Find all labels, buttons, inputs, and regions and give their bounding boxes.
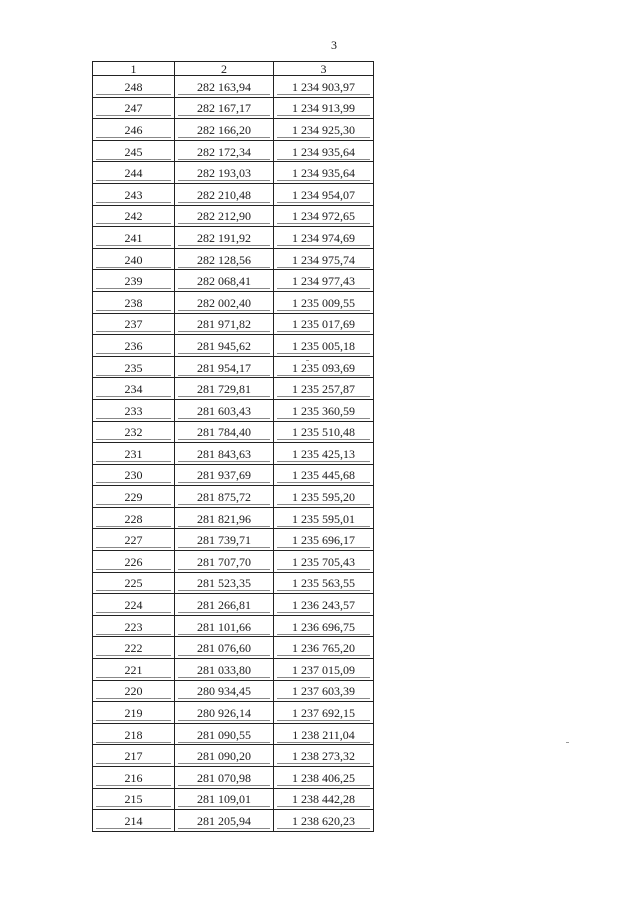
- y-coordinate-cell: [274, 162, 374, 184]
- y-coordinate-cell: [274, 205, 374, 227]
- table-row: [93, 97, 374, 119]
- y-coordinate-cell-text: 1 234 977,43: [277, 272, 370, 289]
- point-number-cell: [93, 183, 175, 205]
- point-number-cell: [93, 572, 175, 594]
- point-number-cell: [93, 378, 175, 400]
- y-coordinate-cell: [274, 810, 374, 832]
- y-coordinate-cell-text: 1 237 603,39: [277, 682, 370, 699]
- point-number-cell-text: 217: [96, 747, 171, 764]
- point-number-cell-text: 241: [96, 229, 171, 246]
- y-coordinate-cell-text: 1 238 442,28: [277, 790, 370, 807]
- y-coordinate-cell-text: 1 235 563,55: [277, 574, 370, 591]
- x-coordinate-cell: [175, 183, 274, 205]
- point-number-cell-text: 220: [96, 682, 171, 699]
- y-coordinate-cell: [274, 723, 374, 745]
- point-number-cell-text: 214: [96, 812, 171, 829]
- x-coordinate-cell-text: 281 090,55: [178, 726, 270, 743]
- x-coordinate-cell: [175, 637, 274, 659]
- table-row: [93, 205, 374, 227]
- point-number-cell-text: 229: [96, 488, 171, 505]
- stray-mark: [566, 742, 569, 743]
- point-number-cell-text: 216: [96, 769, 171, 786]
- y-coordinate-cell: [274, 659, 374, 681]
- point-number-cell: [93, 637, 175, 659]
- x-coordinate-cell-text: 281 076,60: [178, 639, 270, 656]
- y-coordinate-cell: [274, 680, 374, 702]
- y-coordinate-cell: [274, 529, 374, 551]
- y-coordinate-cell: [274, 335, 374, 357]
- y-coordinate-cell: [274, 572, 374, 594]
- point-number-cell-text: 230: [96, 466, 171, 483]
- x-coordinate-cell: [175, 615, 274, 637]
- x-coordinate-cell-text: 281 266,81: [178, 596, 270, 613]
- table-row: [93, 227, 374, 249]
- x-coordinate-cell-text: 282 002,40: [178, 294, 270, 311]
- point-number-cell: [93, 615, 175, 637]
- x-coordinate-cell-text: 281 205,94: [178, 812, 270, 829]
- point-number-cell: [93, 119, 175, 141]
- x-coordinate-cell: [175, 335, 274, 357]
- y-coordinate-cell-text: 1 238 406,25: [277, 769, 370, 786]
- x-coordinate-cell: [175, 680, 274, 702]
- y-coordinate-cell-text: 1 235 009,55: [277, 294, 370, 311]
- x-coordinate-cell: [175, 788, 274, 810]
- y-coordinate-cell: [274, 745, 374, 767]
- point-number-cell-text: 232: [96, 423, 171, 440]
- y-coordinate-cell-text: 1 234 935,64: [277, 164, 370, 181]
- x-coordinate-cell-text: 281 954,17: [178, 359, 270, 376]
- point-number-cell: [93, 421, 175, 443]
- table-row: [93, 248, 374, 270]
- y-coordinate-cell-text: 1 238 211,04: [277, 726, 370, 743]
- point-number-cell: [93, 335, 175, 357]
- point-number-cell: [93, 486, 175, 508]
- y-coordinate-cell: [274, 551, 374, 573]
- x-coordinate-cell: [175, 97, 274, 119]
- point-number-cell: [93, 702, 175, 724]
- y-coordinate-cell: [274, 788, 374, 810]
- point-number-cell-text: 215: [96, 790, 171, 807]
- point-number-cell: [93, 464, 175, 486]
- point-number-cell: [93, 745, 175, 767]
- y-coordinate-cell: [274, 594, 374, 616]
- point-number-cell-text: 248: [96, 78, 171, 95]
- point-number-cell: [93, 594, 175, 616]
- table-row: [93, 119, 374, 141]
- point-number-cell: [93, 680, 175, 702]
- x-coordinate-cell-text: 281 945,62: [178, 337, 270, 354]
- x-coordinate-cell: [175, 76, 274, 98]
- y-coordinate-cell-text: 1 238 273,32: [277, 747, 370, 764]
- y-coordinate-cell: [274, 270, 374, 292]
- point-number-cell-text: 240: [96, 251, 171, 268]
- x-coordinate-cell-text: 282 128,56: [178, 251, 270, 268]
- y-coordinate-cell: [274, 76, 374, 98]
- y-coordinate-cell: [274, 291, 374, 313]
- y-coordinate-cell: [274, 464, 374, 486]
- point-number-cell-text: 238: [96, 294, 171, 311]
- x-coordinate-cell-text: 281 821,96: [178, 510, 270, 527]
- y-coordinate-cell: [274, 183, 374, 205]
- column-header-1: 1: [93, 62, 175, 76]
- point-number-cell: [93, 810, 175, 832]
- table-row: [93, 680, 374, 702]
- point-number-cell: [93, 551, 175, 573]
- table-row: [93, 529, 374, 551]
- y-coordinate-cell-text: 1 234 954,07: [277, 186, 370, 203]
- point-number-cell: [93, 140, 175, 162]
- table-row: [93, 356, 374, 378]
- y-coordinate-cell: [274, 378, 374, 400]
- x-coordinate-cell: [175, 507, 274, 529]
- y-coordinate-cell: [274, 507, 374, 529]
- y-coordinate-cell-text: 1 234 925,30: [277, 121, 370, 138]
- x-coordinate-cell: [175, 486, 274, 508]
- x-coordinate-cell: [175, 399, 274, 421]
- point-number-cell-text: 245: [96, 143, 171, 160]
- x-coordinate-cell: [175, 572, 274, 594]
- x-coordinate-cell-text: 281 739,71: [178, 531, 270, 548]
- table-row: [93, 615, 374, 637]
- x-coordinate-cell: [175, 378, 274, 400]
- x-coordinate-cell: [175, 529, 274, 551]
- table-row: [93, 810, 374, 832]
- table-row: [93, 421, 374, 443]
- y-coordinate-cell-text: 1 238 620,23: [277, 812, 370, 829]
- x-coordinate-cell: [175, 313, 274, 335]
- x-coordinate-cell-text: 282 163,94: [178, 78, 270, 95]
- x-coordinate-cell-text: 281 070,98: [178, 769, 270, 786]
- x-coordinate-cell-text: 282 193,03: [178, 164, 270, 181]
- point-number-cell: [93, 162, 175, 184]
- coordinates-table: [92, 61, 374, 832]
- x-coordinate-cell-text: 281 090,20: [178, 747, 270, 764]
- y-coordinate-cell: [274, 421, 374, 443]
- point-number-cell: [93, 788, 175, 810]
- point-number-cell-text: 237: [96, 315, 171, 332]
- point-number-cell-text: 226: [96, 553, 171, 570]
- x-coordinate-cell: [175, 464, 274, 486]
- x-coordinate-cell: [175, 723, 274, 745]
- x-coordinate-cell: [175, 659, 274, 681]
- y-coordinate-cell-text: 1 234 972,65: [277, 207, 370, 224]
- table-row: [93, 507, 374, 529]
- y-coordinate-cell-text: 1 234 975,74: [277, 251, 370, 268]
- table-row: [93, 659, 374, 681]
- table-row: [93, 140, 374, 162]
- point-number-cell-text: 236: [96, 337, 171, 354]
- y-coordinate-cell: [274, 443, 374, 465]
- y-coordinate-cell-text: 1 234 903,97: [277, 78, 370, 95]
- y-coordinate-cell: [274, 615, 374, 637]
- table-row: [93, 572, 374, 594]
- y-coordinate-cell-text: 1 235 360,59: [277, 402, 370, 419]
- y-coordinate-cell-text: 1 234 913,99: [277, 99, 370, 116]
- x-coordinate-cell-text: 281 101,66: [178, 618, 270, 635]
- point-number-cell: [93, 291, 175, 313]
- x-coordinate-cell-text: 281 109,01: [178, 790, 270, 807]
- x-coordinate-cell-text: 281 603,43: [178, 402, 270, 419]
- stray-mark: [306, 360, 309, 361]
- y-coordinate-cell-text: 1 235 510,48: [277, 423, 370, 440]
- x-coordinate-cell: [175, 421, 274, 443]
- point-number-cell-text: 244: [96, 164, 171, 181]
- x-coordinate-cell-text: 282 191,92: [178, 229, 270, 246]
- point-number-cell-text: 239: [96, 272, 171, 289]
- point-number-cell: [93, 76, 175, 98]
- y-coordinate-cell-text: 1 235 696,17: [277, 531, 370, 548]
- point-number-cell-text: 247: [96, 99, 171, 116]
- y-coordinate-cell-text: 1 235 595,01: [277, 510, 370, 527]
- x-coordinate-cell: [175, 810, 274, 832]
- y-coordinate-cell: [274, 702, 374, 724]
- point-number-cell-text: 233: [96, 402, 171, 419]
- x-coordinate-cell-text: 282 212,90: [178, 207, 270, 224]
- table-row: [93, 399, 374, 421]
- x-coordinate-cell-text: 282 166,20: [178, 121, 270, 138]
- table-row: [93, 767, 374, 789]
- table-row: [93, 788, 374, 810]
- x-coordinate-cell-text: 281 937,69: [178, 466, 270, 483]
- x-coordinate-cell-text: 282 172,34: [178, 143, 270, 160]
- x-coordinate-cell-text: 280 934,45: [178, 682, 270, 699]
- x-coordinate-cell: [175, 227, 274, 249]
- table-header-row: [93, 62, 374, 76]
- table-row: [93, 637, 374, 659]
- x-coordinate-cell-text: 281 033,80: [178, 661, 270, 678]
- x-coordinate-cell-text: 281 729,81: [178, 380, 270, 397]
- point-number-cell: [93, 97, 175, 119]
- y-coordinate-cell: [274, 119, 374, 141]
- x-coordinate-cell: [175, 594, 274, 616]
- point-number-cell-text: 222: [96, 639, 171, 656]
- y-coordinate-cell: [274, 313, 374, 335]
- y-coordinate-cell-text: 1 236 696,75: [277, 618, 370, 635]
- x-coordinate-cell: [175, 248, 274, 270]
- table-body: [93, 76, 374, 832]
- y-coordinate-cell-text: 1 237 692,15: [277, 704, 370, 721]
- point-number-cell-text: 235: [96, 359, 171, 376]
- y-coordinate-cell: [274, 248, 374, 270]
- x-coordinate-cell: [175, 767, 274, 789]
- y-coordinate-cell-text: 1 235 005,18: [277, 337, 370, 354]
- table-row: [93, 335, 374, 357]
- y-coordinate-cell-text: 1 235 017,69: [277, 315, 370, 332]
- point-number-cell-text: 227: [96, 531, 171, 548]
- y-coordinate-cell-text: 1 235 445,68: [277, 466, 370, 483]
- y-coordinate-cell: [274, 140, 374, 162]
- table-row: [93, 76, 374, 98]
- point-number-cell: [93, 205, 175, 227]
- point-number-cell: [93, 767, 175, 789]
- x-coordinate-cell-text: 281 784,40: [178, 423, 270, 440]
- table-row: [93, 723, 374, 745]
- y-coordinate-cell-text: 1 235 595,20: [277, 488, 370, 505]
- y-coordinate-cell: [274, 97, 374, 119]
- x-coordinate-cell-text: 281 843,63: [178, 445, 270, 462]
- point-number-cell-text: 234: [96, 380, 171, 397]
- x-coordinate-cell-text: 281 875,72: [178, 488, 270, 505]
- x-coordinate-cell: [175, 702, 274, 724]
- point-number-cell-text: 242: [96, 207, 171, 224]
- y-coordinate-cell-text: 1 235 705,43: [277, 553, 370, 570]
- y-coordinate-cell: [274, 356, 374, 378]
- x-coordinate-cell-text: 281 523,35: [178, 574, 270, 591]
- x-coordinate-cell: [175, 551, 274, 573]
- point-number-cell-text: 221: [96, 661, 171, 678]
- y-coordinate-cell: [274, 399, 374, 421]
- table-row: [93, 270, 374, 292]
- x-coordinate-cell-text: 281 707,70: [178, 553, 270, 570]
- x-coordinate-cell: [175, 119, 274, 141]
- point-number-cell-text: 228: [96, 510, 171, 527]
- x-coordinate-cell: [175, 140, 274, 162]
- y-coordinate-cell-text: 1 234 935,64: [277, 143, 370, 160]
- y-coordinate-cell: [274, 767, 374, 789]
- table-row: [93, 291, 374, 313]
- point-number-cell-text: 246: [96, 121, 171, 138]
- point-number-cell-text: 219: [96, 704, 171, 721]
- point-number-cell-text: 231: [96, 445, 171, 462]
- x-coordinate-cell: [175, 270, 274, 292]
- page-number: 3: [331, 38, 337, 52]
- y-coordinate-cell-text: 1 235 425,13: [277, 445, 370, 462]
- point-number-cell: [93, 507, 175, 529]
- x-coordinate-cell-text: 281 971,82: [178, 315, 270, 332]
- y-coordinate-cell-text: 1 236 765,20: [277, 639, 370, 656]
- table-row: [93, 594, 374, 616]
- table-row: [93, 162, 374, 184]
- point-number-cell: [93, 443, 175, 465]
- x-coordinate-cell: [175, 205, 274, 227]
- point-number-cell: [93, 723, 175, 745]
- point-number-cell: [93, 356, 175, 378]
- point-number-cell: [93, 248, 175, 270]
- table-row: [93, 378, 374, 400]
- table-row: [93, 745, 374, 767]
- point-number-cell-text: 225: [96, 574, 171, 591]
- point-number-cell-text: 218: [96, 726, 171, 743]
- point-number-cell: [93, 659, 175, 681]
- point-number-cell-text: 223: [96, 618, 171, 635]
- y-coordinate-cell: [274, 637, 374, 659]
- y-coordinate-cell-text: 1 234 974,69: [277, 229, 370, 246]
- column-header-2: 2: [175, 62, 274, 76]
- x-coordinate-cell-text: 280 926,14: [178, 704, 270, 721]
- point-number-cell: [93, 313, 175, 335]
- point-number-cell: [93, 529, 175, 551]
- x-coordinate-cell-text: 282 068,41: [178, 272, 270, 289]
- x-coordinate-cell: [175, 291, 274, 313]
- table-row: [93, 551, 374, 573]
- point-number-cell: [93, 227, 175, 249]
- y-coordinate-cell-text: 1 235 257,87: [277, 380, 370, 397]
- table-row: [93, 183, 374, 205]
- table-row: [93, 702, 374, 724]
- point-number-cell: [93, 270, 175, 292]
- point-number-cell-text: 243: [96, 186, 171, 203]
- x-coordinate-cell: [175, 745, 274, 767]
- x-coordinate-cell-text: 282 210,48: [178, 186, 270, 203]
- table-row: [93, 443, 374, 465]
- point-number-cell: [93, 399, 175, 421]
- x-coordinate-cell: [175, 162, 274, 184]
- table-row: [93, 486, 374, 508]
- x-coordinate-cell-text: 282 167,17: [178, 99, 270, 116]
- y-coordinate-cell-text: 1 236 243,57: [277, 596, 370, 613]
- y-coordinate-cell: [274, 486, 374, 508]
- y-coordinate-cell-text: 1 237 015,09: [277, 661, 370, 678]
- table-row: [93, 464, 374, 486]
- x-coordinate-cell: [175, 443, 274, 465]
- y-coordinate-cell: [274, 227, 374, 249]
- point-number-cell-text: 224: [96, 596, 171, 613]
- y-coordinate-cell-text: 1 235 093,69: [277, 359, 370, 376]
- column-header-3: 3: [274, 62, 374, 76]
- x-coordinate-cell: [175, 356, 274, 378]
- table-row: [93, 313, 374, 335]
